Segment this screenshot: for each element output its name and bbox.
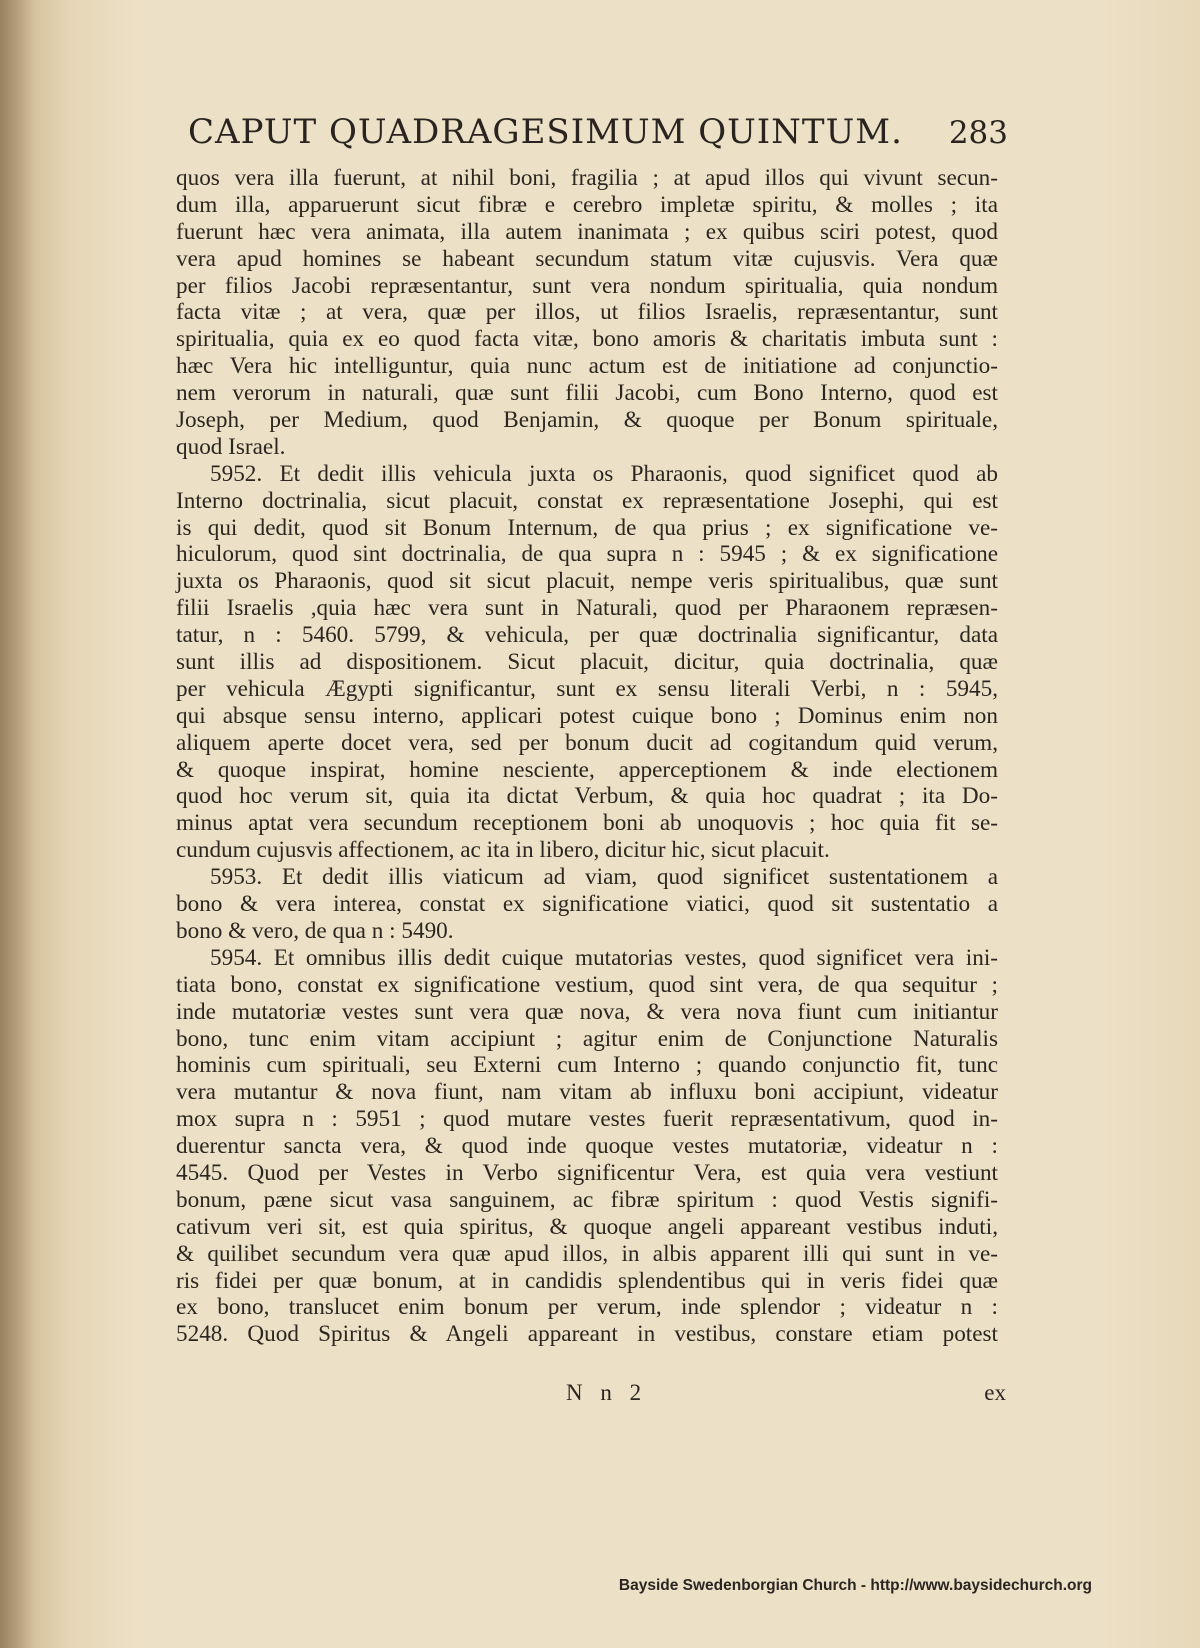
running-head bbox=[188, 112, 1008, 152]
text-line: per filios Jacobi repræsentantur, sunt vera nondum spiritualia, quia nondum bbox=[176, 272, 998, 299]
text-line: bono, tunc enim vitam accipiunt ; agitur enim de Conjunctione Naturalis bbox=[176, 1025, 998, 1052]
text-line: bonum, pæne sicut vasa sanguinem, ac fibræ spiritum : quod Vestis signifi- bbox=[176, 1186, 998, 1213]
page-number: 283 bbox=[948, 115, 1008, 151]
text-line: quod Israel. bbox=[176, 433, 286, 460]
text-line: cundum cujusvis affectionem, ac ita in libero, dicitur hic, sicut placuit. bbox=[176, 837, 830, 864]
text-line: fuerunt hæc vera animata, illa autem inanimata ; ex quibus sciri potest, quod bbox=[176, 218, 998, 245]
text-line: hæc Vera hic intelliguntur, quia nunc actum est de initiatione ad conjunctio- bbox=[176, 353, 998, 380]
text-line: spiritualia, quia ex eo quod facta vitæ, bono amoris & charitatis imbuta sunt : bbox=[176, 326, 998, 353]
text-line: hiculorum, quod sint doctrinalia, de qua supra n : 5945 ; & ex significatione bbox=[176, 541, 998, 568]
text-line: per vehicula Ægypti significantur, sunt ex sensu literali Verbi, n : 5945, bbox=[176, 675, 998, 702]
body-text bbox=[176, 165, 998, 1348]
text-line: is qui dedit, quod sit Bonum Internum, de qua prius ; ex significatione ve- bbox=[176, 514, 998, 541]
catchword: ex bbox=[984, 1380, 1006, 1405]
text-line: cativum veri sit, est quia spiritus, & quoque angeli appareant vestibus induti, bbox=[176, 1213, 998, 1240]
text-line: sunt illis ad dispositionem. Sicut placuit, dicitur, quia doctrinalia, quæ bbox=[176, 649, 998, 676]
text-line: ris fidei per quæ bonum, at in candidis splendentibus qui in veris fidei quæ bbox=[176, 1267, 998, 1294]
text-line: filii Israelis ,quia hæc vera sunt in Naturali, quod per Pharaonem repræsen- bbox=[176, 595, 998, 622]
page-title: CAPUT QUADRAGESIMUM QUINTUM. bbox=[188, 112, 903, 152]
text-line: & quilibet secundum vera quæ apud illos, in albis apparent illi qui sunt in ve- bbox=[176, 1240, 998, 1267]
text-line: hominis cum spirituali, seu Externi cum Interno ; quando conjunctio fit, tunc bbox=[176, 1052, 998, 1079]
text-line: quod hoc verum sit, quia ita dictat Verbum, & quia hoc quadrat ; ita Do- bbox=[176, 783, 998, 810]
text-line: bono & vera interea, constat ex significatione viatici, quod sit sustentatio a bbox=[176, 891, 998, 918]
text-line: juxta os Pharaonis, quod sit sicut placuit, nempe veris spiritualibus, quæ sunt bbox=[176, 568, 998, 595]
page-footer bbox=[566, 1380, 1006, 1406]
watermark-credit: Bayside Swedenborgian Church - http://www.baysidechurch.org bbox=[618, 1577, 1092, 1594]
text-line: dum illa, apparuerunt sicut fibræ e cerebro impletæ spiritu, & molles ; ita bbox=[176, 191, 998, 218]
text-line: minus aptat vera secundum receptionem boni ab unoquovis ; hoc quia fit se- bbox=[176, 810, 998, 837]
text-line: tatur, n : 5460. 5799, & vehicula, per quæ doctrinalia significantur, data bbox=[176, 622, 998, 649]
text-line: qui absque sensu interno, applicari potest cuique bono ; Dominus enim non bbox=[176, 702, 998, 729]
gutter-shadow bbox=[0, 0, 36, 1648]
text-line: Joseph, per Medium, quod Benjamin, & quoque per Bonum spirituale, bbox=[176, 407, 998, 434]
text-line: Interno doctrinalia, sicut placuit, constat ex repræsentatione Josephi, qui est bbox=[176, 487, 998, 514]
text-line: nem verorum in naturali, quæ sunt filii Jacobi, cum Bono Interno, quod est bbox=[176, 380, 998, 407]
text-line: 4545. Quod per Vestes in Verbo significentur Vera, est quia vera vestiunt bbox=[176, 1159, 998, 1186]
text-line: ex bono, translucet enim bonum per verum, inde splendor ; videatur n : bbox=[176, 1294, 998, 1321]
text-line: facta vitæ ; at vera, quæ per illos, ut filios Israelis, repræsentantur, sunt bbox=[176, 299, 998, 326]
text-line: bono & vero, de qua n : 5490. bbox=[176, 917, 454, 944]
text-line: mox supra n : 5951 ; quod mutare vestes fuerit repræsentativum, quod in- bbox=[176, 1106, 998, 1133]
text-line: tiata bono, constat ex significatione vestium, quod sint vera, de qua sequitur ; bbox=[176, 971, 998, 998]
paragraph-5954-start: 5954. Et omnibus illis dedit cuique mutatorias vestes, quod significet vera ini- bbox=[210, 944, 998, 971]
signature-mark: N n 2 bbox=[566, 1380, 648, 1405]
text-line: vera mutantur & nova fiunt, nam vitam ab influxu boni accipiunt, videatur bbox=[176, 1079, 998, 1106]
text-line: & quoque inspirat, homine nesciente, apperceptionem & inde electionem bbox=[176, 756, 998, 783]
text-line: vera apud homines se habeant secundum statum vitæ cujusvis. Vera quæ bbox=[176, 245, 998, 272]
text-line: quos vera illa fuerunt, at nihil boni, fragilia ; at apud illos qui vivunt secun- bbox=[176, 165, 998, 191]
paragraph-5953-start: 5953. Et dedit illis viaticum ad viam, quod significet sustentationem a bbox=[210, 864, 998, 891]
text-line: inde mutatoriæ vestes sunt vera quæ nova, & vera nova fiunt cum initiantur bbox=[176, 998, 998, 1025]
text-line: duerentur sancta vera, & quod inde quoque vestes mutatoriæ, videatur n : bbox=[176, 1133, 998, 1160]
paragraph-5952-start: 5952. Et dedit illis vehicula juxta os Pharaonis, quod significet quod ab bbox=[210, 460, 998, 487]
text-line: aliquem aperte docet vera, sed per bonum ducit ad cogitandum quid verum, bbox=[176, 729, 998, 756]
text-line: 5248. Quod Spiritus & Angeli appareant in vestibus, constare etiam potest bbox=[176, 1321, 998, 1348]
